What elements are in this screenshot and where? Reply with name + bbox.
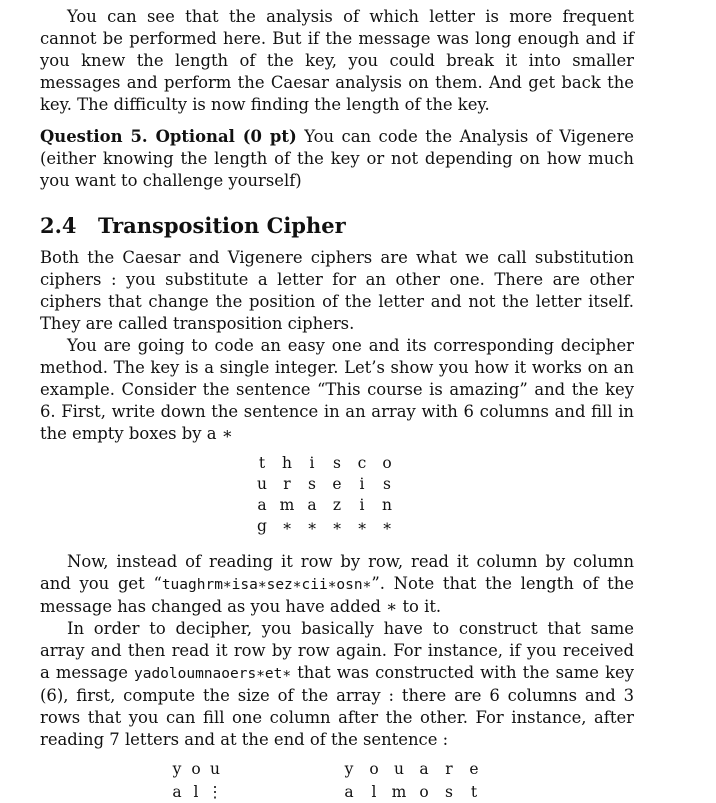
grid-cell: a: [257, 496, 267, 514]
grid-cell: ∗: [306, 517, 318, 535]
grid-cell: s: [445, 783, 453, 801]
grid-cell: e: [332, 475, 342, 493]
grid-cell: y: [344, 760, 354, 778]
grid-cell: h: [282, 454, 292, 472]
grid-cell: o: [382, 454, 392, 472]
grid-cell: s: [333, 454, 341, 472]
section-title: Transposition Cipher: [98, 213, 346, 238]
grid-cell: t: [258, 454, 266, 472]
paragraph-transposition-intro: You are going to code an easy one and its corresponding decipher method. The key is a single integer. Let’s show you how it works on an example. Consider the sentence “This course is amazing” and the key 6. First, write down the sentence in an array with 6 columns and fill in the empty boxes by a ∗: [40, 336, 634, 443]
question-5: [40, 126, 634, 192]
grid-cell: l: [371, 783, 377, 801]
grid-cell: o: [419, 783, 429, 801]
grid-cell: y: [172, 760, 182, 778]
paragraph-decipher: In order to decipher, you basically have to construct that same array and then read it row by row again. For instance, if you received a message yadoloumnaoers∗et∗ that was constructed with the same key (6), first, compute the size of the array : there are 6 columns and 3 rows that you can fill one column after the other. For instance, after reading 7 letters and at the end of the sentence :: [40, 619, 634, 749]
grid-cell: ∗: [281, 517, 293, 535]
grid-cell: u: [394, 760, 404, 778]
grid-cell: c: [357, 454, 367, 472]
grid-cell: m: [279, 496, 295, 514]
grid-cell: e: [469, 760, 479, 778]
grid-cell: l: [193, 783, 199, 801]
grid-cell: r: [283, 475, 291, 493]
paragraph-substitution: Both the Caesar and Vigenere ciphers are what we call substitution ciphers : you substitute a letter for an other one. There are other ciphers that change the position of the letter and not the letter itself. They are called transposition ciphers.: [40, 248, 634, 333]
grid-cell: ⋮: [207, 783, 223, 801]
grid-cell: z: [332, 496, 342, 514]
section-heading: [40, 212, 634, 240]
grid-cell: r: [445, 760, 453, 778]
grid-cell: u: [257, 475, 267, 493]
question-label: Question 5. Optional (0 pt): [40, 127, 297, 146]
grid-cell: ∗: [331, 517, 343, 535]
grid-cell: ∗: [356, 517, 368, 535]
grid-cell: a: [172, 783, 182, 801]
paper-page: [40, 6, 634, 751]
grid-cell: g: [257, 517, 267, 535]
cipher-text-example: tuaghrm∗isa∗sez∗cii∗osn∗: [161, 577, 372, 593]
grid-cell: a: [419, 760, 429, 778]
grid-cell: s: [383, 475, 391, 493]
question-text: You can code the Analysis of Vigenere (either knowing the length of the key or not depending on how much you want to challenge yourself): [40, 127, 634, 190]
grid-cell: m: [391, 783, 407, 801]
grid-cell: a: [344, 783, 354, 801]
grid-cell: s: [308, 475, 316, 493]
grid-cell: u: [210, 760, 220, 778]
received-message: yadoloumnaoers∗et∗: [133, 666, 292, 682]
grid-cell: i: [359, 475, 365, 493]
paragraph-read-columns: Now, instead of reading it row by row, read it column by column and you get “tuaghrm∗isa∗sez∗cii∗osn∗”. Note that the length of the message has changed as you have added ∗ to it.: [40, 552, 634, 616]
grid-cell: o: [191, 760, 201, 778]
grid-cell: i: [309, 454, 315, 472]
grid-cell: o: [369, 760, 379, 778]
grid-cell: n: [382, 496, 392, 514]
section-number: 2.4: [40, 213, 77, 238]
grid-cell: a: [307, 496, 317, 514]
paragraph-vigenere-analysis: You can see that the analysis of which letter is more frequent cannot be performed here. But if the message was long enough and if you knew the length of the key, you could break it into smaller messages and perform the Caesar analysis on them. And get back the key. The difficulty is now finding the length of the key.: [40, 7, 634, 114]
grid-cell: t: [470, 783, 478, 801]
grid-cell: ∗: [381, 517, 393, 535]
grid-cell: i: [359, 496, 365, 514]
